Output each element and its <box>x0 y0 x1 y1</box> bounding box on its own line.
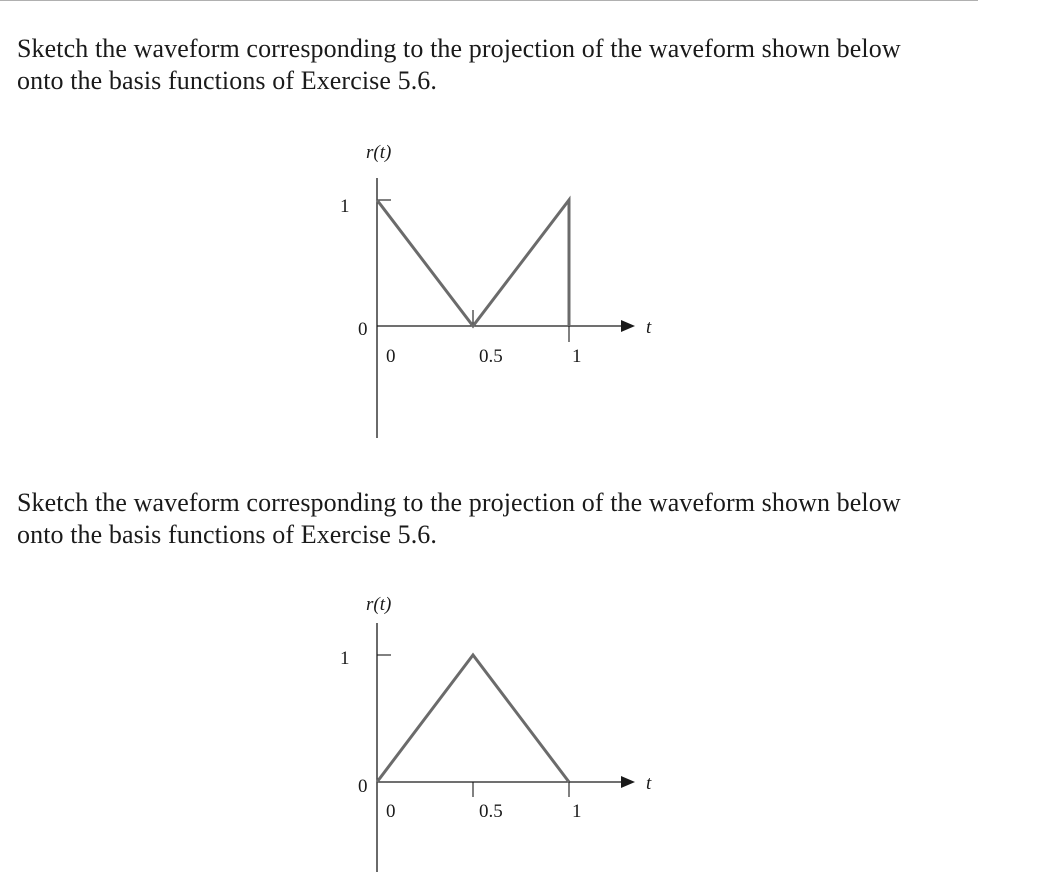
problem-1-line-2: onto the basis functions of Exercise 5.6. <box>17 66 438 95</box>
x-tick-label-0: 0 <box>386 346 396 367</box>
x-axis-arrowhead <box>621 776 635 788</box>
x-tick-label-1: 1 <box>572 346 582 367</box>
x-tick-label-0.5: 0.5 <box>479 801 503 822</box>
x-tick-label-0: 0 <box>386 801 396 822</box>
waveform-line <box>377 200 569 326</box>
problem-1-statement <box>17 33 1007 97</box>
y-tick-label-1: 1 <box>340 196 350 217</box>
problem-1-waveform-plot <box>0 130 1038 450</box>
x-tick-label-1: 1 <box>572 801 582 822</box>
y-tick-label-0: 0 <box>358 319 368 340</box>
problem-2-waveform-plot <box>0 585 1038 872</box>
waveform-line <box>377 655 569 782</box>
y-axis-label: r(t) <box>366 142 392 163</box>
y-tick-label-1: 1 <box>340 648 350 669</box>
x-axis-label: t <box>646 773 652 794</box>
problem-2-statement <box>17 487 1007 551</box>
x-tick-label-0.5: 0.5 <box>479 346 503 367</box>
problem-2-line-1: Sketch the waveform corresponding to the projection of the waveform shown below <box>17 488 901 517</box>
x-axis-arrowhead <box>621 320 635 332</box>
x-axis-label: t <box>646 317 652 338</box>
problem-1-line-1: Sketch the waveform corresponding to the projection of the waveform shown below <box>17 34 901 63</box>
top-divider <box>0 0 978 1</box>
problem-2-line-2: onto the basis functions of Exercise 5.6. <box>17 520 438 549</box>
y-axis-label: r(t) <box>366 594 392 615</box>
y-tick-label-0: 0 <box>358 776 368 797</box>
